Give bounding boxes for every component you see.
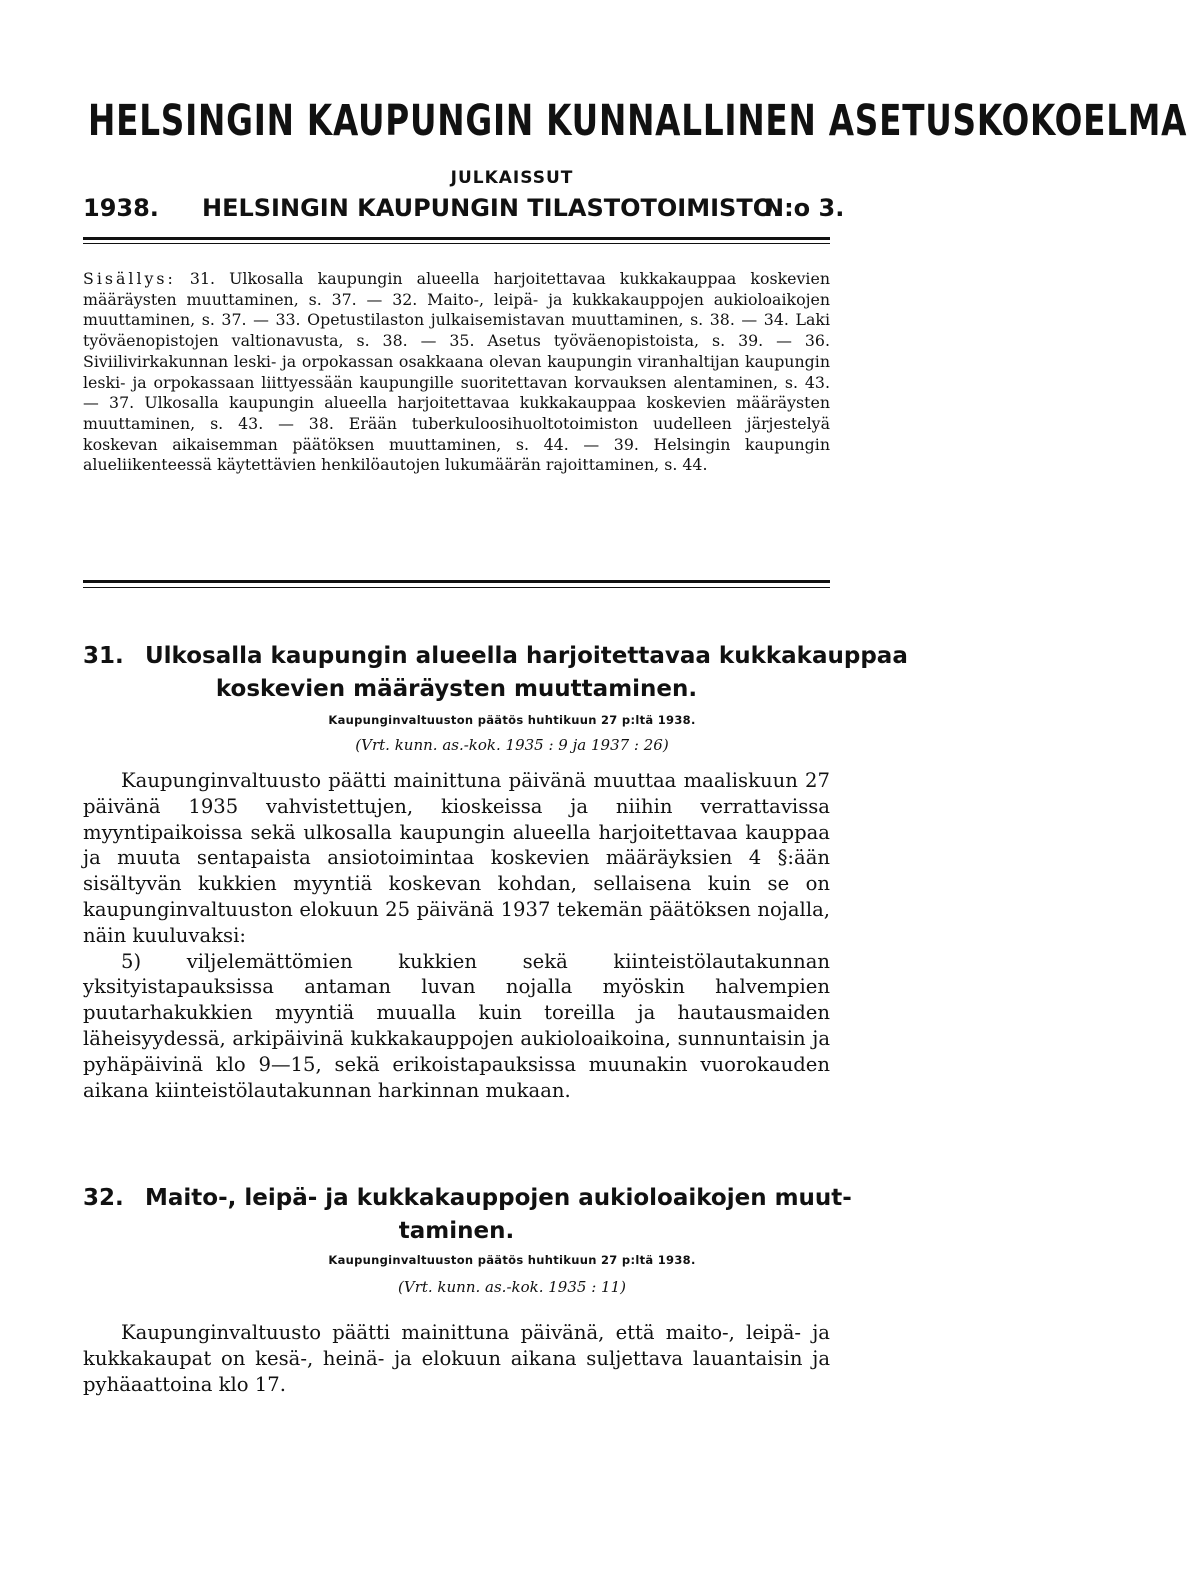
section-31-decision: Kaupunginvaltuuston päätös huhtikuun 27 p:ltä 1938. [328,713,696,727]
section-number: 32. [83,1185,124,1211]
masthead-title: HELSINGIN KAUPUNGIN KUNNALLINEN ASETUSKOKOELMA [88,96,1187,146]
section-title-line-1: Ulkosalla kaupungin alueella harjoitettavaa kukkakauppaa [145,643,908,669]
publication-year: 1938. [83,194,159,222]
paragraph: Kaupunginvaltuusto päätti mainittuna päivänä muuttaa maaliskuun 27 päivänä 1935 vahvistettujen, kioskeissa ja niihin verrattavissa myyntipaikoissa sekä ulkosalla kaupungin alueella harjoitettavaa kauppaa ja muuta sentapaista ansiotoimintaa koskevien määräyksien 4 §:ään sisältyvän kukkien myyntiä koskevan kohdan, sellaisena kuin se on kaupunginvaltuuston elokuun 25 päivänä 1937 tekemän päätöksen nojalla, näin kuuluvaksi: [83,769,830,947]
contents-rule-thin [83,587,830,588]
section-title-line-2: taminen. [398,1218,515,1244]
table-of-contents [83,269,830,476]
section-32-decision: Kaupunginvaltuuston päätös huhtikuun 27 p:ltä 1938. [328,1253,696,1267]
section-32-reference: (Vrt. kunn. as.-kok. 1935 : 11) [398,1278,626,1296]
section-32-body [83,1320,830,1397]
publisher-office: HELSINGIN KAUPUNGIN TILASTOTOIMISTO. [202,194,782,222]
section-31-reference: (Vrt. kunn. as.-kok. 1935 : 9 ja 1937 : 26) [355,736,669,754]
publisher-label: JULKAISSUT [450,168,574,188]
header-rule-thin [83,243,830,244]
section-number: 31. [83,643,124,669]
paragraph: Kaupunginvaltuusto päätti mainittuna päivänä, että maito-, leipä- ja kukkakaupat on kesä-, heinä- ja elokuun aikana suljettava lauantaisin ja pyhäaattoina klo 17. [83,1321,830,1396]
issue-number: N:o 3. [764,194,845,222]
section-title-line-1: Maito-, leipä- ja kukkakauppojen aukioloaikojen muut- [145,1185,852,1211]
header-rule-thick [83,237,830,240]
contents-lead: Sisällys: [83,269,176,288]
contents-text: 31. Ulkosalla kaupungin alueella harjoitettavaa kukkakauppaa koskevien määräysten muuttaminen, s. 37. — 32. Maito-, leipä- ja kukkakauppojen aukioloaikojen muuttaminen, s. 37. — 33. Opetustilaston julkaisemistavan muuttaminen, s. 38. — 34. Laki työväenopistojen valtionavusta, s. 38. — 35. Asetus työväenopistoista, s. 39. — 36. Siviilivirkakunnan leski- ja orpokassan osakkaana olevan kaupungin viranhaltijan kaupungin leski- ja orpokassaan liittyessään kaupungille suoritettavan korvauksen alentaminen, s. 43. — 37. Ulkosalla kaupungin alueella harjoitettavaa kukkakauppaa koskevien määräysten muuttaminen, s. 43. — 38. Erään tuberkuloosihuoltotoimiston uudelleen järjestelyä koskevan aikaisemman päätöksen muuttaminen, s. 44. — 39. Helsingin kaupungin alueliikenteessä käytettävien henkilöautojen lukumäärän rajoittaminen, s. 44. [83,269,830,475]
paragraph: 5) viljelemättömien kukkien sekä kiinteistölautakunnan yksityistapauksissa antaman luvan nojalla myöskin halvempien puutarhakukkien myyntiä muualla kuin toreilla ja hautausmaiden läheisyydessä, arkipäivinä kukkakauppojen aukioloaikoina, sunnuntaisin ja pyhäpäivinä klo 9—15, sekä erikoistapauksissa muunakin vuorokauden aikana kiinteistölautakunnan harkinnan mukaan. [83,949,830,1102]
section-31-body [83,768,830,1103]
section-title-line-2: koskevien määräysten muuttaminen. [215,676,698,702]
contents-rule-thick [83,580,830,583]
